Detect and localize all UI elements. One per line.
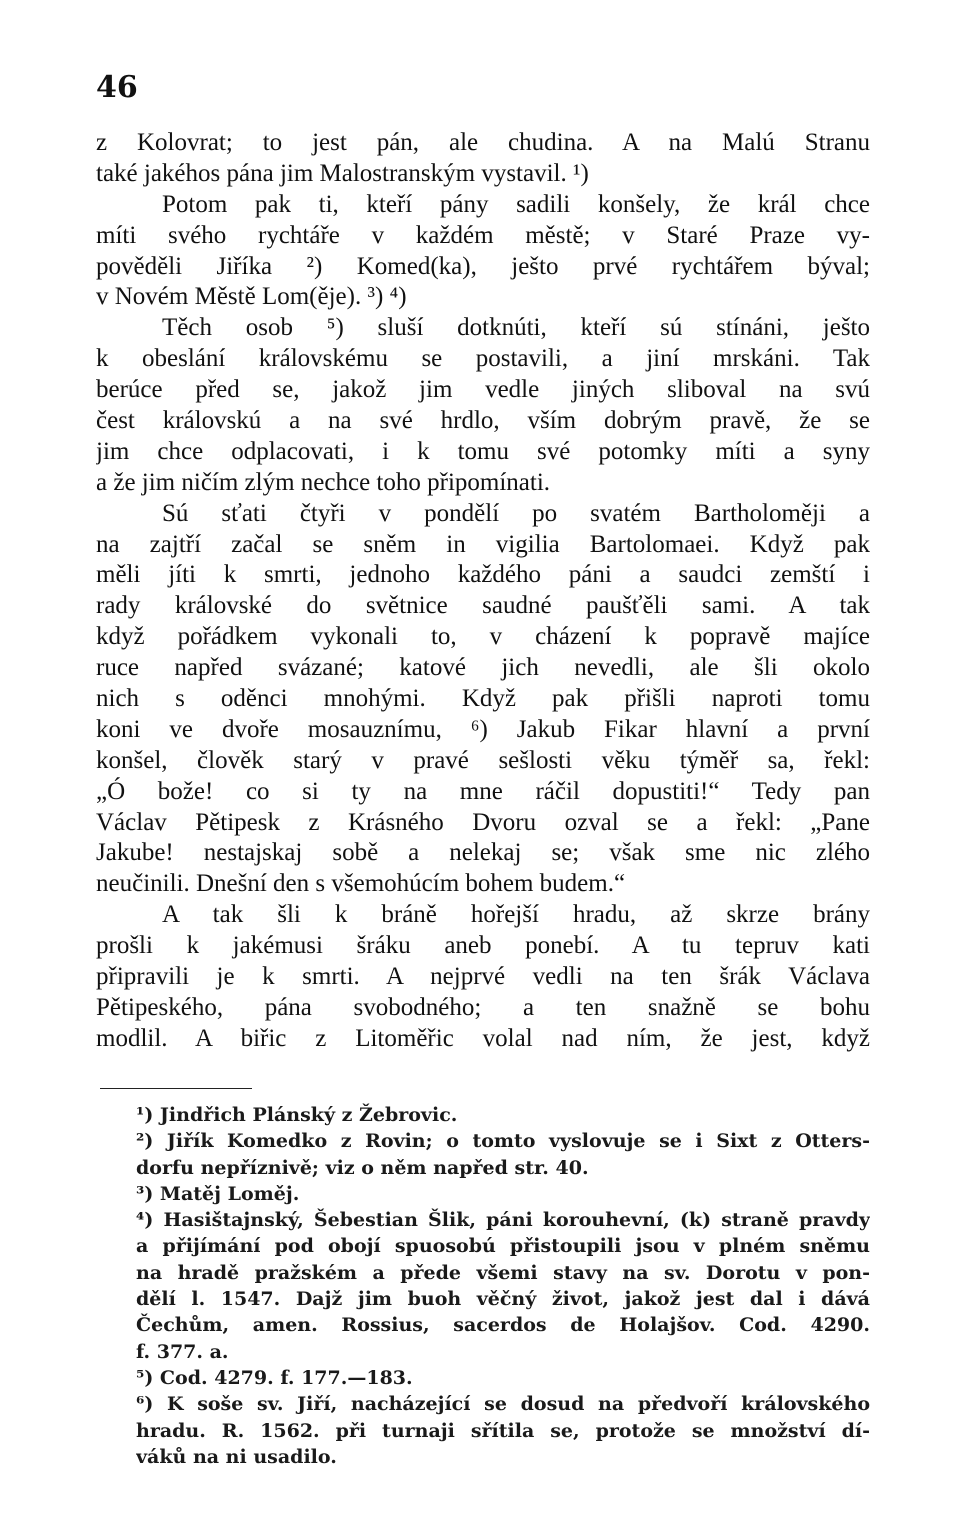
- footnote-line: dělí l. 1547. Dajž jim buoh věčný život, jakož jest dal i dává: [136, 1288, 870, 1311]
- text-line: míti svého rychtáře v každém městě; v Staré Praze vy-: [96, 221, 870, 249]
- footnote-line: ²) Jiřík Komedko z Rovin; o tomto vyslovuje se i Sixt z Otters-: [136, 1130, 870, 1153]
- page-number: 46: [96, 70, 138, 105]
- text-line: nich s oděnci mnohými. Když pak přišli naproti tomu: [96, 685, 870, 713]
- text-line: také jakéhos pána jim Malostranským vystavil. ¹): [96, 159, 589, 187]
- footnotes: [136, 1102, 870, 1470]
- text-line: Pětipeského, pána svobodného; a ten snažně se bohu: [96, 993, 870, 1021]
- text-line: koni ve dvoře mosauznímu, ⁶) Jakub Fikar hlavní a první: [96, 715, 870, 743]
- text-line: „Ó bože! co si ty na mne ráčil dopustiti!“ Tedy pan: [96, 777, 870, 805]
- text-line: A tak šli k bráně hořejší hradu, až skrze brány: [162, 901, 870, 929]
- text-line: neučinili. Dnešní den s všemohúcím bohem budem.“: [96, 870, 626, 898]
- text-line: ruce napřed svázané; katové jich nevedli, ale šli okolo: [96, 654, 870, 682]
- text-line: když pořádkem vykonali to, v cházení k popravě majíce: [96, 623, 870, 651]
- body-text: [96, 128, 870, 1055]
- text-line: Těch osob ⁵) sluší dotknúti, kteří sú stínáni, ješto: [162, 314, 870, 342]
- text-line: Jakube! nestajskaj sobě a nelekaj se; však sme nic zlého: [96, 839, 870, 867]
- text-line: z Kolovrat; to jest pán, ale chudina. A na Malú Stranu: [96, 129, 870, 156]
- text-line: Sú sťati čtyři v pondělí po svatém Bartholoměji a: [162, 499, 870, 527]
- footnote-line: ³) Matěj Loměj.: [136, 1182, 300, 1205]
- text-line: prošli k jakémusi šráku aneb ponebí. A tu tepruv kati: [96, 932, 870, 960]
- footnote-line: ⁶) K soše sv. Jiří, nacházející se dosud na předvoří královského: [136, 1393, 870, 1416]
- footnote-line: ⁴) Hasištajnský, Šebestian Šlik, páni korouhevní, (k) straně pravdy: [136, 1209, 870, 1232]
- text-line: připravili je k smrti. A nejprvé vedli na ten šrák Václava: [96, 963, 870, 991]
- footnote-line: ¹) Jindřich Plánský z Žebrovic.: [136, 1104, 458, 1126]
- text-line: konšel, člověk starý v pravé sešlosti věku týměř sa, řekl:: [96, 746, 870, 774]
- text-line: měli jíti k smrti, jednoho každého páni a saudci zemští i: [96, 561, 870, 589]
- text-line: čest královskú a na své hrdlo, vším dobrým pravě, že se: [96, 407, 870, 435]
- footnote-line: ⁵) Cod. 4279. f. 177.—183.: [136, 1366, 413, 1389]
- text-line: rady královské do světnice saudné paušťěli sami. A tak: [96, 592, 870, 620]
- footnote-line: a přijímání pod obojí spuosobú přistoupili jsou v plném sněmu: [136, 1235, 870, 1258]
- footnote-line: na hradě pražském a přede všemi stavy na sv. Dorotu v pon-: [136, 1261, 870, 1284]
- footnote-line: váků na ni usadilo.: [136, 1445, 337, 1468]
- text-line: Václav Pětipesk z Krásného Dvoru ozval se a řekl: „Pane: [96, 808, 870, 836]
- footnote-line: Čechům, amen. Rossius, sacerdos de Holajšov. Cod. 4290.: [136, 1314, 870, 1337]
- footnote-line: hradu. R. 1562. při turnaji sřítila se, protože se množství dí-: [136, 1419, 870, 1442]
- footnote-line: dorfu nepříznivě; viz o něm napřed str. 40.: [136, 1156, 589, 1179]
- text-line: a že jim ničím zlým nechce toho připomínati.: [96, 468, 551, 496]
- footnote-line: f. 377. a.: [136, 1340, 229, 1363]
- text-line: pověděli Jiříka ²) Komed(ka), ješto prvé rychtářem býval;: [96, 252, 870, 280]
- text-line: jim chce odplacovati, i k tomu své potomky míti a syny: [96, 437, 870, 465]
- text-line: k obeslání královskému se postavili, a jiní mrskáni. Tak: [96, 345, 870, 373]
- text-line: modlil. A biřic z Litoměřic volal nad ním, že jest, když: [96, 1024, 870, 1052]
- footnote-separator: [100, 1088, 252, 1089]
- text-line: na zajtří začal se sněm in vigilia Bartolomaei. Když pak: [96, 530, 870, 558]
- text-line: v Novém Městě Lom(ěje). ³) ⁴): [96, 283, 407, 311]
- text-line: Potom pak ti, kteří pány sadili konšely, že král chce: [162, 190, 870, 218]
- text-line: berúce před se, jakož jim vedle jiných sliboval na svú: [96, 376, 870, 404]
